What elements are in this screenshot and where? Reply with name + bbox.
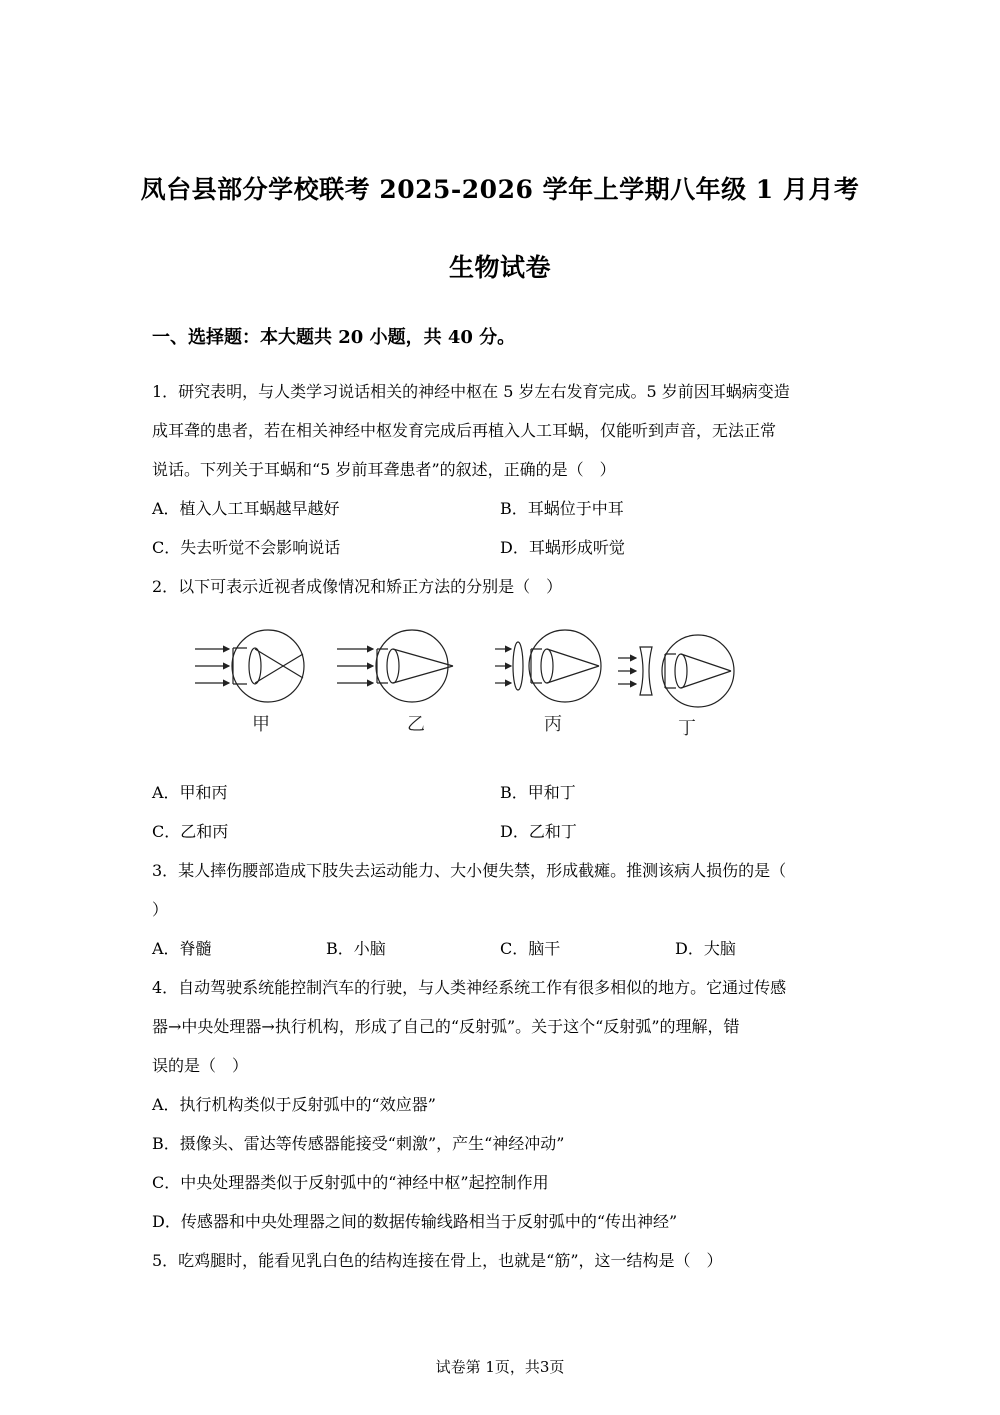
eye-diagram-yi [337, 630, 453, 702]
q1-line1: 1．研究表明，与人类学习说话相关的神经中枢在 5 岁左右发育完成。5 岁前因耳蜗病变造 [152, 382, 790, 401]
q4-option-d: D．传感器和中央处理器之间的数据传输线路相当于反射弧中的“传出神经” [152, 1212, 678, 1231]
q4-line1: 4．自动驾驶系统能控制汽车的行驶，与人类神经系统工作有很多相似的地方。它通过传感 [152, 978, 787, 997]
q4-option-c: C．中央处理器类似于反射弧中的“神经中枢”起控制作用 [152, 1173, 549, 1192]
q3-line2: ） [152, 900, 169, 919]
q2-line1: 2．以下可表示近视者成像情况和矫正方法的分别是（ ） [152, 577, 563, 596]
q4-line2: 器→中央处理器→执行机构，形成了自己的“反射弧”。关于这个“反射弧”的理解，错 [152, 1017, 740, 1036]
q3-option-b: B．小脑 [326, 939, 386, 958]
page-footer: 试卷第 1页，共3页 [435, 1358, 565, 1376]
eye-diagram-jia [195, 630, 304, 702]
q4-line3: 误的是（ ） [152, 1056, 249, 1075]
figure-label-jia: 甲 [252, 714, 270, 735]
q3-line1: 3．某人摔伤腰部造成下肢失去运动能力、大小便失禁，形成截瘫。推测该病人损伤的是（ [152, 861, 787, 880]
section-heading: 一、选择题：本大题共 20 小题，共 40 分。 [152, 327, 516, 348]
q1-option-b: B．耳蜗位于中耳 [500, 499, 624, 518]
figure-label-ding: 丁 [678, 718, 696, 739]
q3-option-c: C．脑干 [500, 939, 561, 958]
q1-option-c: C．失去听觉不会影响说话 [152, 538, 341, 557]
q4-option-b: B．摄像头、雷达等传感器能接受“刺激”，产生“神经冲动” [152, 1134, 565, 1153]
eye-diagram-ding [618, 635, 734, 707]
q5-line1: 5．吃鸡腿时，能看见乳白色的结构连接在骨上，也就是“筋”，这一结构是（ ） [152, 1251, 723, 1270]
q1-option-a: A．植入人工耳蜗越早越好 [152, 499, 340, 518]
q3-option-d: D．大脑 [675, 939, 736, 958]
exam-title-line1: 凤台县部分学校联考 2025-2026 学年上学期八年级 1 月月考 [140, 175, 860, 204]
q2-option-c: C．乙和丙 [152, 822, 229, 841]
q2-option-d: D．乙和丁 [500, 822, 577, 841]
q3-option-a: A．脊髓 [152, 939, 212, 958]
eye-diagram-bing [495, 630, 601, 702]
exam-title-line2: 生物试卷 [448, 253, 551, 282]
q1-line3: 说话。下列关于耳蜗和“5 岁前耳聋患者”的叙述，正确的是（ ） [152, 460, 616, 479]
q4-option-a: A．执行机构类似于反射弧中的“效应器” [152, 1095, 436, 1114]
q1-line2: 成耳聋的患者，若在相关神经中枢发育完成后再植入人工耳蜗，仅能听到声音，无法正常 [152, 421, 777, 440]
q1-option-d: D．耳蜗形成听觉 [500, 538, 625, 557]
q2-option-b: B．甲和丁 [500, 783, 576, 802]
eye-diagram-figure [185, 622, 755, 752]
figure-label-yi: 乙 [407, 714, 425, 735]
q2-option-a: A．甲和丙 [152, 783, 228, 802]
figure-label-bing: 丙 [544, 714, 562, 735]
